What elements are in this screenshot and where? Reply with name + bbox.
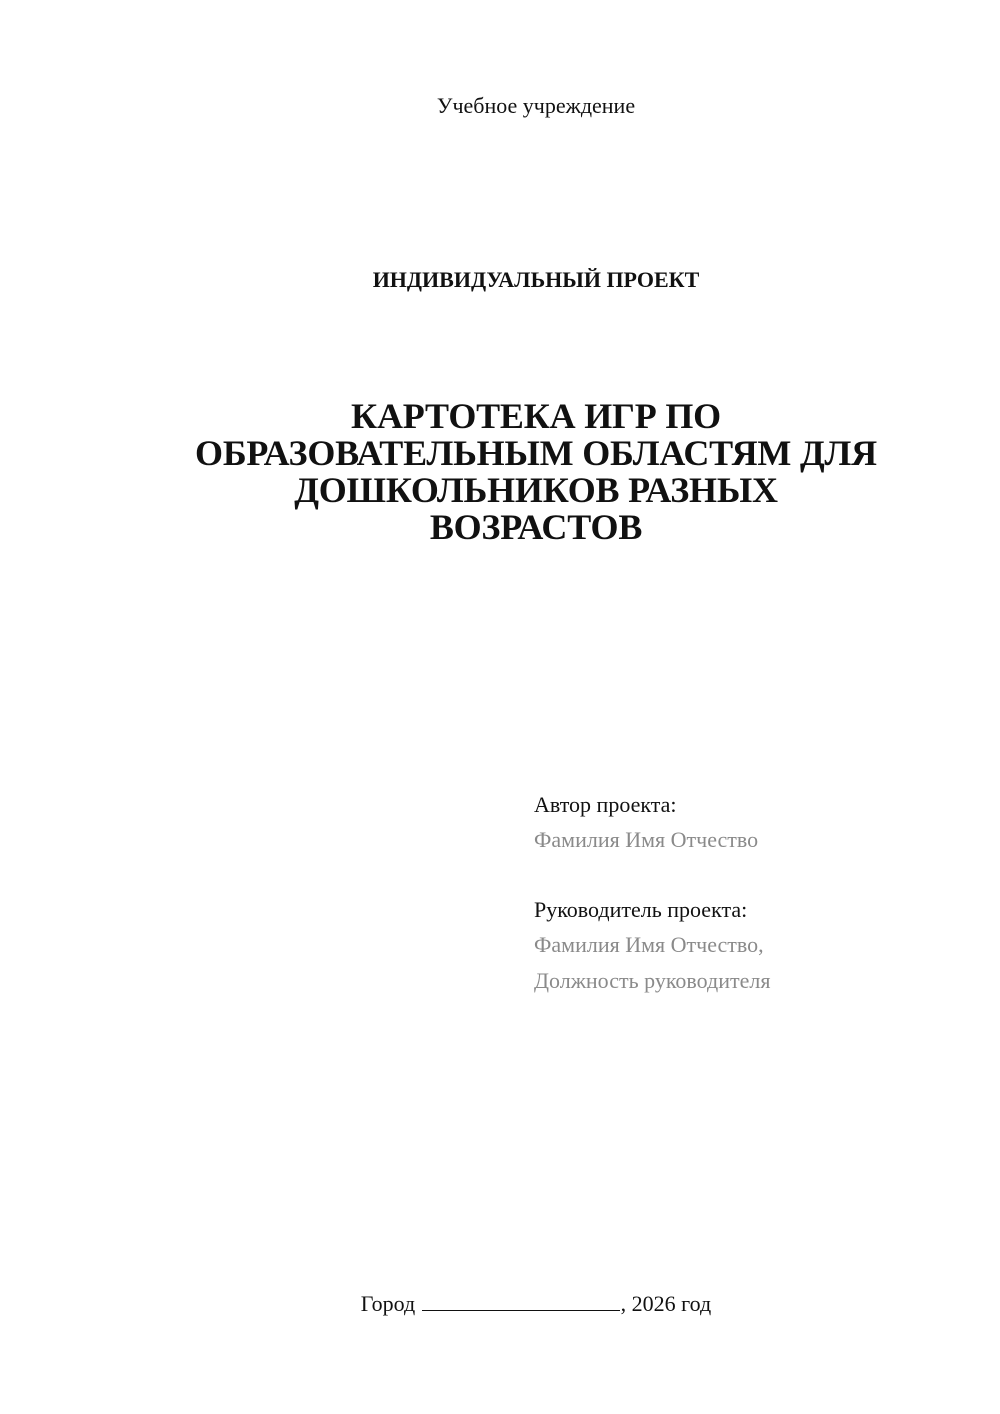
supervisor-name: Фамилия Имя Отчество,	[534, 932, 764, 957]
project-title	[130, 398, 942, 546]
year-text: , 2026 год	[620, 1291, 712, 1316]
supervisor-position: Должность руководителя	[534, 968, 771, 993]
project-title-line: КАРТОТЕКА ИГР ПО	[351, 396, 721, 436]
footer-city-year	[0, 1290, 1000, 1318]
project-title-line: ВОЗРАСТОВ	[429, 507, 643, 547]
project-title-line: ДОШКОЛЬНИКОВ РАЗНЫХ	[294, 470, 778, 510]
supervisor-label: Руководитель проекта:	[534, 897, 748, 922]
project-title-line: ОБРАЗОВАТЕЛЬНЫМ ОБЛАСТЯМ ДЛЯ	[195, 433, 877, 473]
city-label: Город	[360, 1291, 416, 1316]
project-people	[534, 788, 974, 999]
project-type-heading: ИНДИВИДУАЛЬНЫЙ ПРОЕКТ	[372, 267, 700, 292]
institution-name: Учебное учреждение	[436, 93, 636, 118]
spacer	[534, 858, 974, 893]
author-name: Фамилия Имя Отчество	[534, 827, 759, 852]
city-blank-line	[422, 1290, 620, 1311]
author-label: Автор проекта:	[534, 792, 677, 817]
